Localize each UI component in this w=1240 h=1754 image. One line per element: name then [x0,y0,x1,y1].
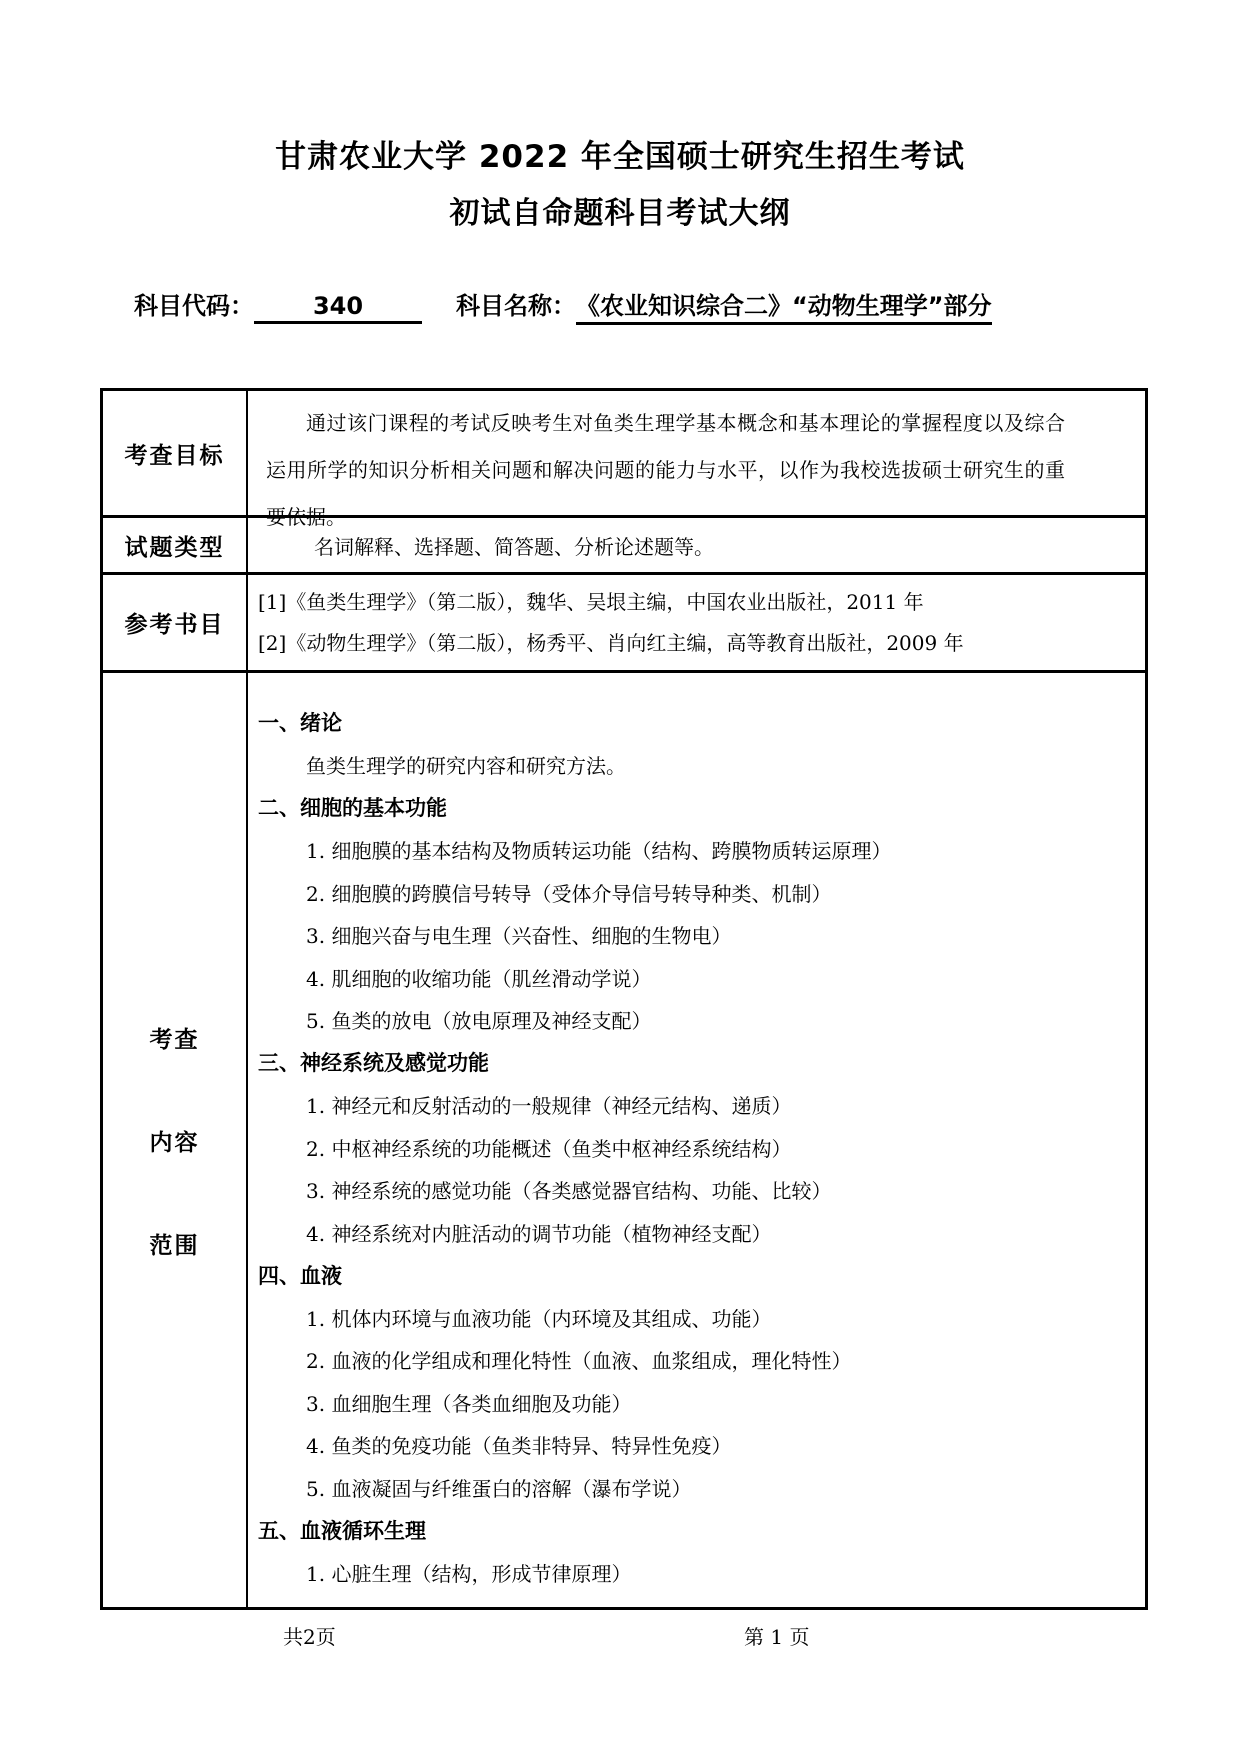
subject-code-label: 科目代码： [134,292,254,320]
footer-current-page: 第 1 页 [744,1625,810,1649]
outline-section-heading: 三、神经系统及感觉功能 [258,1051,489,1076]
content-scope-label-line: 内容 [149,1129,200,1156]
outline-item: 1. 心脏生理（结构，形成节律原理） [306,1561,632,1586]
outline-item: 5. 鱼类的放电（放电原理及神经支配） [306,1009,652,1034]
outline-item: 1. 神经元和反射活动的一般规律（神经元结构、递质） [306,1094,792,1119]
content-scope-label-line: 考查 [149,1026,200,1053]
reference-item: [2]《动物生理学》（第二版），杨秀平、肖向红主编，高等教育出版社，2009 年 [258,630,964,655]
outline-section-heading: 一、绪论 [258,711,342,736]
content-scope-label [103,670,248,1607]
content-outline [248,670,1145,1607]
outline-item: 3. 细胞兴奋与电生理（兴奋性、细胞的生物电） [306,924,732,949]
outline-item: 4. 鱼类的免疫功能（鱼类非特异、特异性免疫） [306,1434,732,1459]
outline-item: 2. 细胞膜的跨膜信号转导（受体介导信号转导种类、机制） [306,881,832,906]
subject-line [134,286,992,325]
question-types-row-content: 名词解释、选择题、简答题、分析论述题等。 [248,515,1145,572]
outline-item: 2. 中枢神经系统的功能概述（鱼类中枢神经系统结构） [306,1136,792,1161]
content-scope-label-line: 范围 [149,1232,200,1259]
outline-item: 4. 肌细胞的收缩功能（肌丝滑动学说） [306,966,652,991]
subject-name-value: 《农业知识综合二》“动物生理学”部分 [576,286,992,325]
outline-item: 1. 细胞膜的基本结构及物质转运功能（结构、跨膜物质转运原理） [306,839,892,864]
document-title: 甘肃农业大学 2022 年全国硕士研究生招生考试 [275,139,965,175]
outline-section-heading: 五、血液循环生理 [258,1518,426,1543]
references-row-label: 参考书目 [103,572,248,670]
reference-list [248,572,1145,670]
outline-item: 4. 神经系统对内脏活动的调节功能（植物神经支配） [306,1221,772,1246]
syllabus-table [100,388,1148,1610]
outline-item: 3. 神经系统的感觉功能（各类感觉器官结构、功能、比较） [306,1179,832,1204]
footer-total-pages: 共2页 [283,1625,336,1649]
objective-row-content: 通过该门课程的考试反映考生对鱼类生理学基本概念和基本理论的掌握程度以及综合运用所学的知识分析相关问题和解决问题的能力与水平，以作为我校选拔硕士研究生的重要依据。 [266,411,1065,529]
outline-section-heading: 四、血液 [258,1263,342,1288]
subject-code-value: 340 [254,292,422,324]
outline-item: 1. 机体内环境与血液功能（内环境及其组成、功能） [306,1306,772,1331]
outline-item: 5. 血液凝固与纤维蛋白的溶解（瀑布学说） [306,1476,692,1501]
outline-section-heading: 二、细胞的基本功能 [258,796,447,821]
outline-item: 鱼类生理学的研究内容和研究方法。 [306,754,626,779]
outline-item: 3. 血细胞生理（各类血细胞及功能） [306,1391,632,1416]
question-types-row-label: 试题类型 [103,515,248,572]
reference-item: [1]《鱼类生理学》（第二版），魏华、吴垠主编，中国农业出版社，2011 年 [258,589,924,614]
document-subtitle: 初试自命题科目考试大纲 [449,196,791,231]
outline-item: 2. 血液的化学组成和理化特性（血液、血浆组成，理化特性） [306,1349,852,1374]
objective-row-label: 考查目标 [103,391,248,515]
subject-name-label: 科目名称： [456,292,576,320]
